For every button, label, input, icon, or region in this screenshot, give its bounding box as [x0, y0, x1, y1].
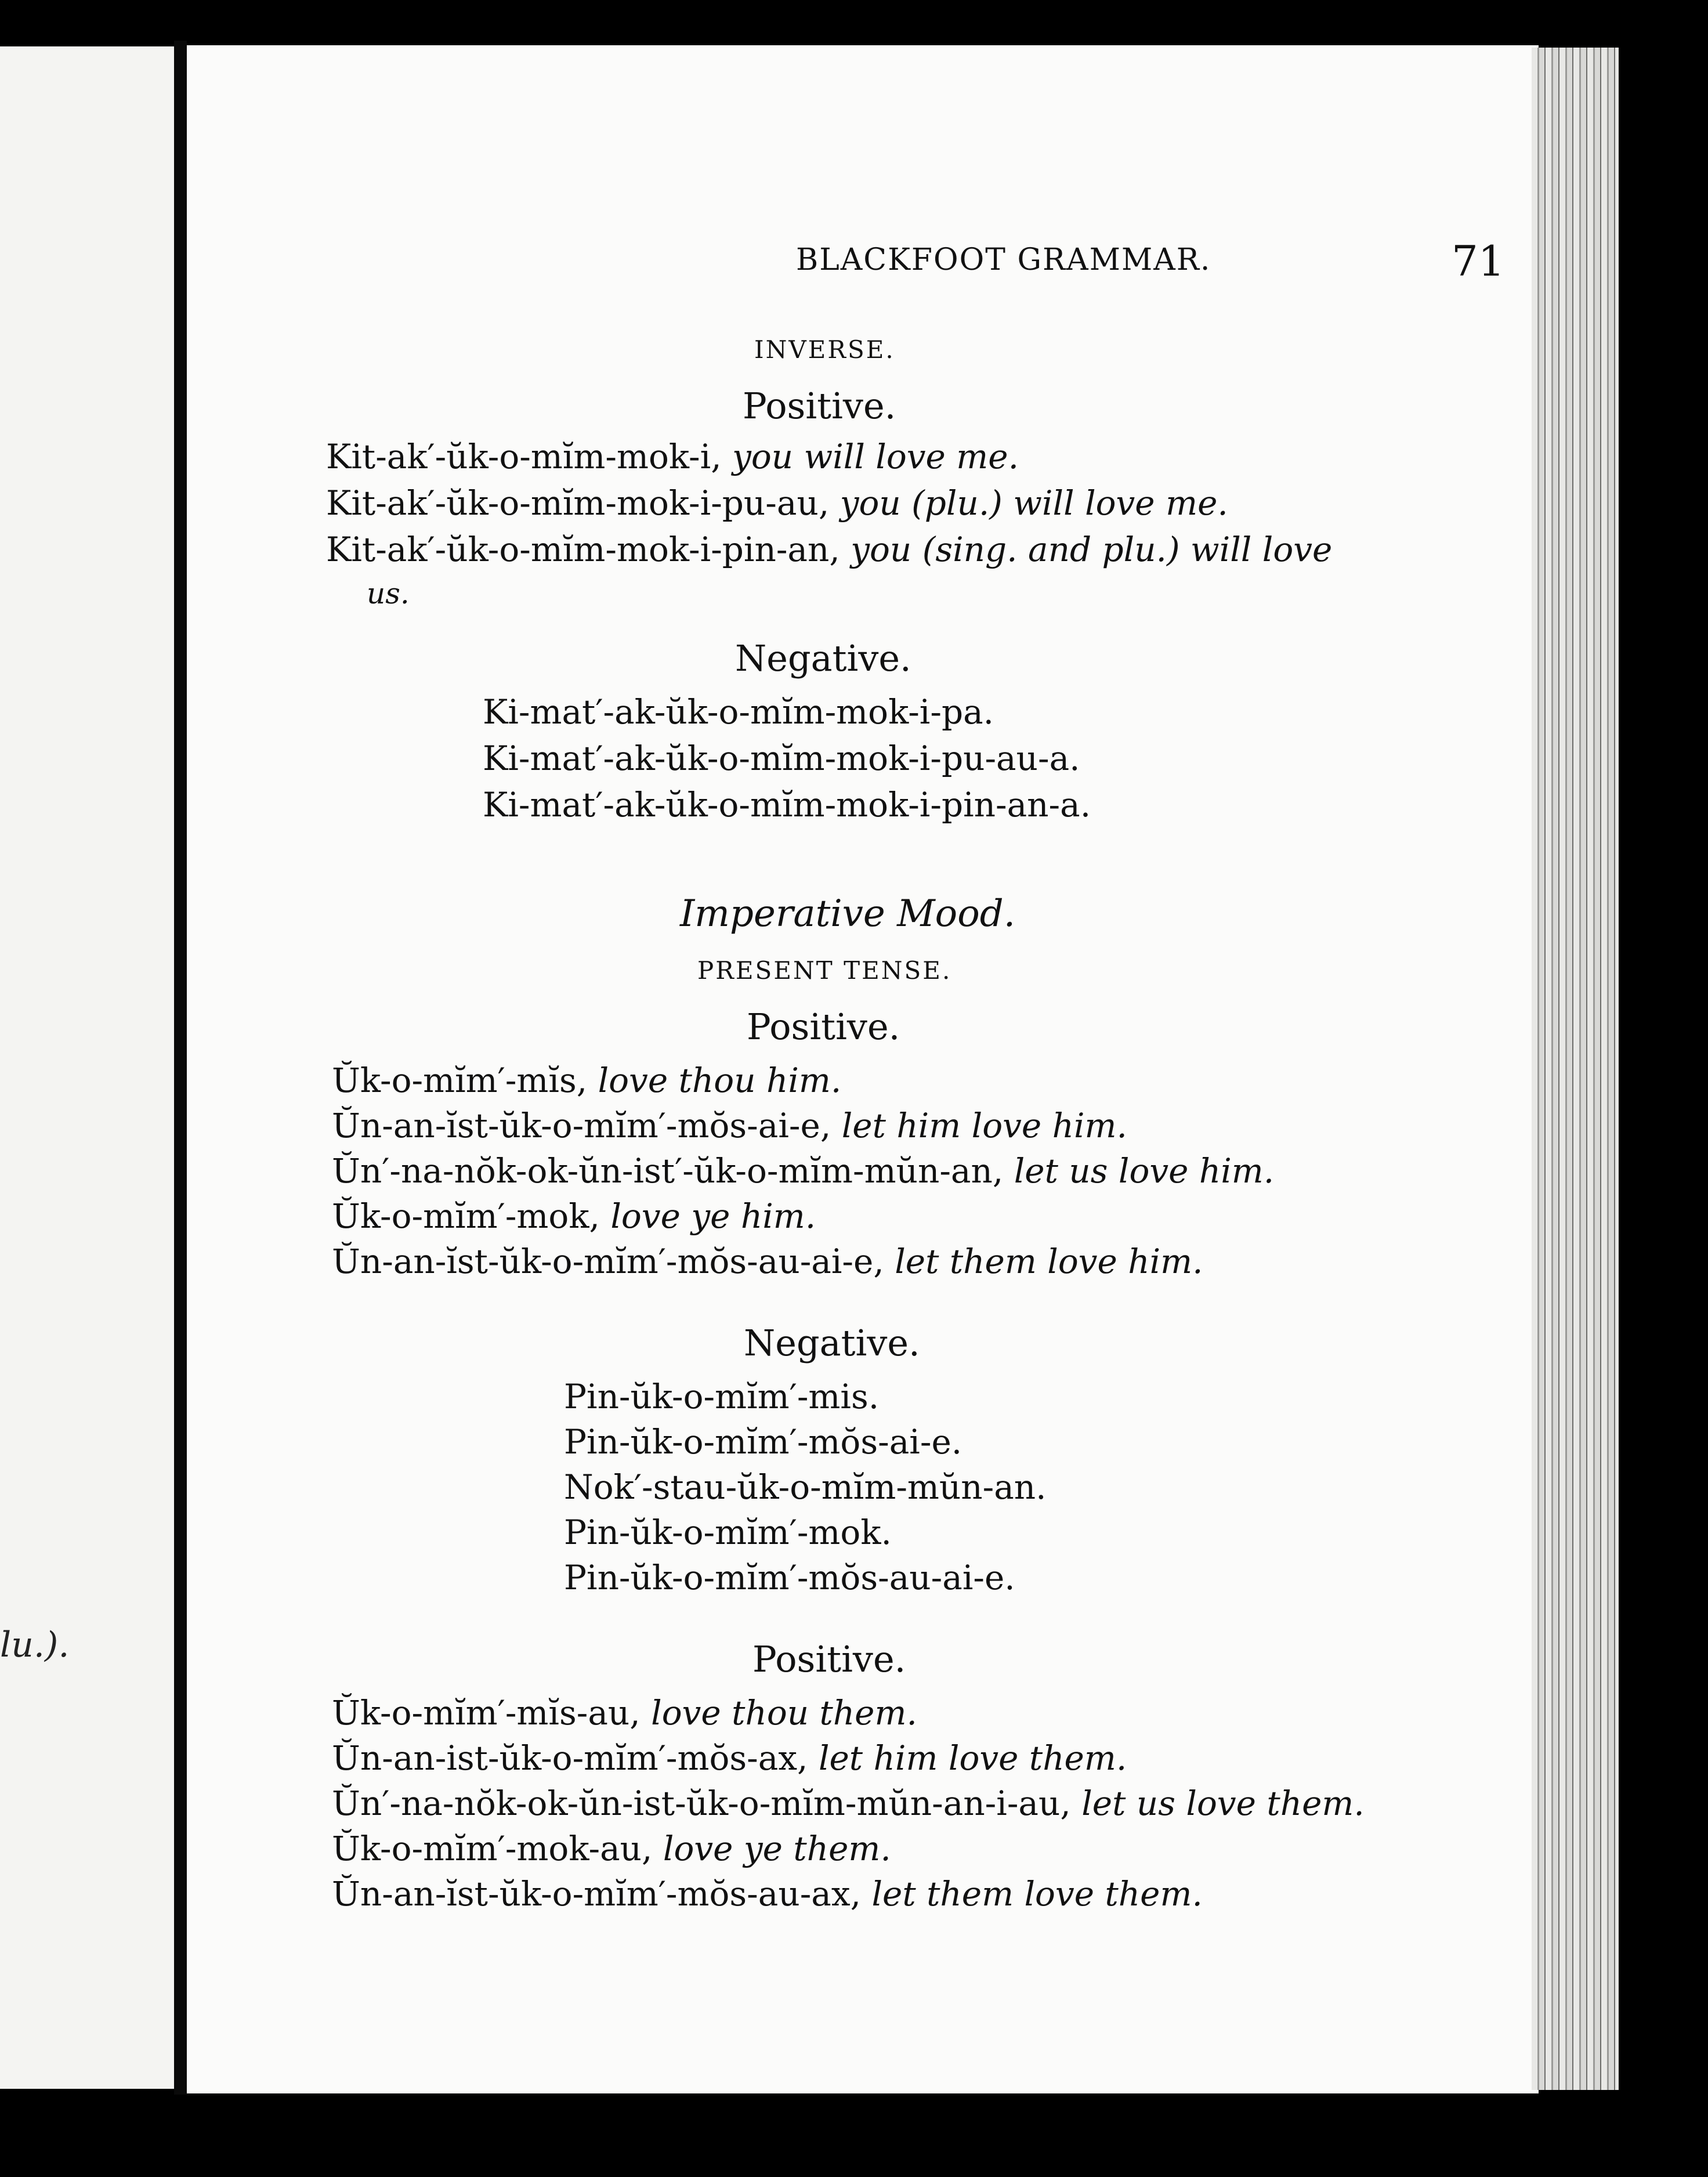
heading-positive: Positive.	[743, 385, 896, 427]
paradigm-line: Pin-ŭk-o-mĭm′-mok.	[564, 1513, 892, 1552]
native-form: Ŭn′-na-nŏk-ok-ŭn-ist′-ŭk-o-mĭm-mŭn-an,	[332, 1151, 1004, 1191]
english-gloss: let them love them.	[871, 1874, 1203, 1914]
paradigm-line	[326, 437, 1019, 476]
paradigm-line: Ki-mat′-ak-ŭk-o-mĭm-mok-i-pa.	[483, 692, 994, 732]
english-gloss: let us love them.	[1081, 1784, 1365, 1823]
heading-negative: Negative.	[735, 637, 911, 679]
paradigm-line	[332, 1106, 1127, 1145]
paradigm-line: Pin-ŭk-o-mĭm′-mis.	[564, 1377, 880, 1416]
native-form: Ŭn-an-ĭst-ŭk-o-mĭm′-mŏs-au-ai-e,	[332, 1242, 884, 1281]
native-form: Ŭn-an-ist-ŭk-o-mĭm′-mŏs-ax,	[332, 1738, 808, 1778]
paradigm-line: Nok′-stau-ŭk-o-mĭm-mŭn-an.	[564, 1467, 1047, 1507]
native-form: Ŭn-an-ĭst-ŭk-o-mĭm′-mŏs-ai-e,	[332, 1106, 831, 1145]
tense-label: PRESENT TENSE.	[697, 956, 952, 985]
english-gloss: love thou them.	[651, 1693, 917, 1733]
page-block-edge	[1532, 48, 1619, 2090]
native-form: Ŭk-o-mĭm′-mok-au,	[332, 1829, 653, 1868]
paradigm-line	[332, 1061, 842, 1100]
running-title: BLACKFOOT GRAMMAR.	[796, 243, 1211, 277]
native-form: Ŭk-o-mĭm′-mĭs,	[332, 1061, 588, 1100]
paradigm-line	[332, 1196, 816, 1236]
paradigm-line: Ki-mat′-ak-ŭk-o-mĭm-mok-i-pu-au-a.	[483, 739, 1080, 778]
english-gloss: let him love him.	[841, 1106, 1127, 1145]
book-page	[187, 45, 1539, 2093]
left-page-text-fragment: lu.).	[0, 1625, 70, 1665]
native-form: Kit-ak′-ŭk-o-mĭm-mok-i,	[326, 437, 722, 476]
native-form: Kit-ak′-ŭk-o-mĭm-mok-i-pin-an,	[326, 530, 840, 569]
english-gloss: you will love me.	[732, 437, 1019, 476]
english-gloss: love thou him.	[598, 1061, 842, 1100]
english-gloss: let him love them.	[818, 1738, 1127, 1778]
native-form: Kit-ak′-ŭk-o-mĭm-mok-i-pu-au,	[326, 483, 830, 523]
mood-title: Imperative Mood.	[680, 892, 1016, 935]
english-gloss: love ye them.	[663, 1829, 891, 1868]
english-gloss: love ye him.	[610, 1196, 816, 1236]
heading-negative: Negative.	[744, 1322, 920, 1364]
native-form: Ŭk-o-mĭm′-mok,	[332, 1196, 600, 1236]
paradigm-line	[332, 1151, 1275, 1191]
paradigm-line	[332, 1784, 1365, 1823]
heading-positive: Positive.	[747, 1006, 900, 1048]
paradigm-line	[326, 483, 1228, 523]
book-gutter	[174, 41, 187, 2095]
section-label-inverse: INVERSE.	[754, 335, 895, 364]
paradigm-line	[332, 1693, 917, 1733]
english-gloss: you (plu.) will love me.	[839, 483, 1228, 523]
line-continuation: us.	[367, 577, 410, 610]
paradigm-line	[332, 1829, 891, 1868]
paradigm-line	[332, 1874, 1203, 1914]
paradigm-line: Pin-ŭk-o-mĭm′-mŏs-au-ai-e.	[564, 1558, 1015, 1597]
paradigm-line: Pin-ŭk-o-mĭm′-mŏs-ai-e.	[564, 1422, 962, 1462]
native-form: Ŭn′-na-nŏk-ok-ŭn-ist-ŭk-o-mĭm-mŭn-an-i-au,	[332, 1784, 1071, 1823]
paradigm-line	[332, 1738, 1127, 1778]
heading-positive: Positive.	[752, 1638, 906, 1680]
english-gloss: let them love him.	[895, 1242, 1203, 1281]
english-gloss: let us love him.	[1014, 1151, 1275, 1191]
paradigm-line	[332, 1242, 1203, 1281]
native-form: Ŭk-o-mĭm′-mĭs-au,	[332, 1693, 640, 1733]
page-number: 71	[1452, 237, 1505, 285]
left-page-edge	[0, 46, 174, 2089]
english-gloss: you (sing. and plu.) will love	[851, 530, 1333, 569]
native-form: Ŭn-an-ĭst-ŭk-o-mĭm′-mŏs-au-ax,	[332, 1874, 862, 1914]
paradigm-line: Ki-mat′-ak-ŭk-o-mĭm-mok-i-pin-an-a.	[483, 785, 1091, 824]
paradigm-line	[326, 530, 1333, 569]
